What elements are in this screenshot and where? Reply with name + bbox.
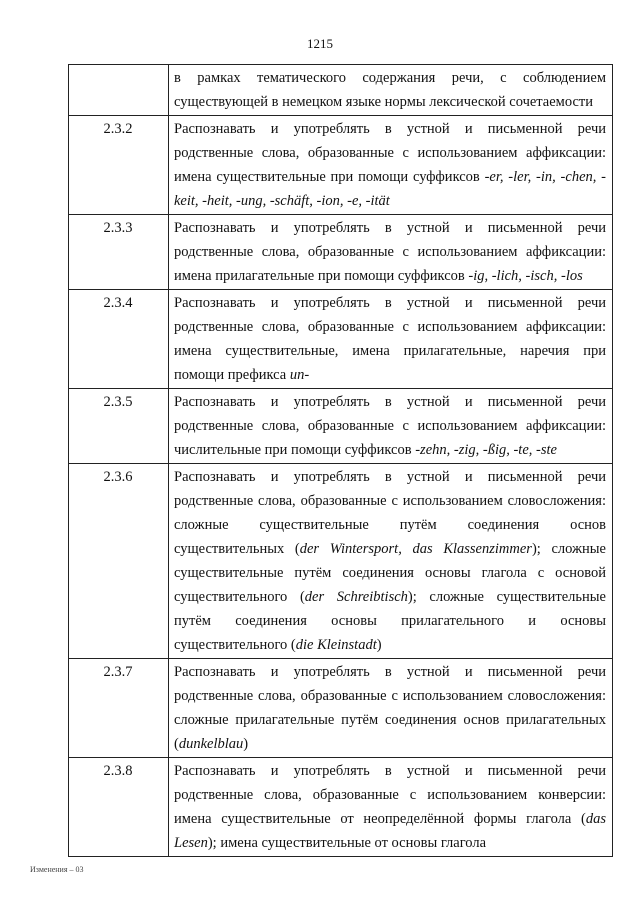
- italic-example: der Wintersport, das Klassenzimmer: [299, 541, 532, 557]
- item-code: 2.3.2: [69, 116, 169, 215]
- item-code: 2.3.6: [69, 464, 169, 659]
- table-row: [69, 290, 613, 389]
- item-description: [169, 65, 613, 116]
- description-text: Распознавать и употреблять в устной и письменной речи родственные слова, образованные с использованием аффиксации: имена существительные при помощи суффиксов: [174, 121, 606, 185]
- description-text: в рамках тематического содержания речи, с соблюдением существующей в немецком языке нормы лексической сочетаемости: [174, 70, 606, 110]
- table-row: [69, 389, 613, 464]
- table-row: [69, 464, 613, 659]
- item-code: 2.3.4: [69, 290, 169, 389]
- description-text: Распознавать и употреблять в устной и письменной речи родственные слова, образованные с использованием конверсии: имена существительные от неопределённой формы глагола (: [174, 763, 606, 827]
- italic-example: das Lesen: [174, 811, 606, 851]
- table-row: [69, 758, 613, 857]
- description-text: ); имена существительные от основы глагола: [207, 835, 487, 851]
- item-code: 2.3.5: [69, 389, 169, 464]
- italic-example: un-: [289, 367, 310, 383]
- item-code: 2.3.8: [69, 758, 169, 857]
- item-description: [169, 389, 613, 464]
- item-description: [169, 215, 613, 290]
- description-text: Распознавать и употреблять в устной и письменной речи родственные слова, образованные с использованием словосложения: сложные существительные путём соединения основ существительных (: [174, 469, 606, 557]
- item-description: [169, 290, 613, 389]
- description-text: Распознавать и употреблять в устной и письменной речи родственные слова, образованные с использованием аффиксации: числительные при помощи суффиксов: [174, 394, 606, 458]
- table-row: [69, 65, 613, 116]
- page-number: 1215: [307, 36, 333, 51]
- description-text: Распознавать и употреблять в устной и письменной речи родственные слова, образованные с использованием аффиксации: имена существительные, имена прилагательные, наречия при помощи префикса: [174, 295, 606, 383]
- table-row: [69, 116, 613, 215]
- italic-example: -er, -ler, -in, -chen, -keit, -heit, -ung, -schäft, -ion, -e, -ität: [174, 169, 606, 209]
- italic-example: der Schreibtisch: [304, 589, 408, 605]
- item-description: [169, 659, 613, 758]
- table-row: [69, 659, 613, 758]
- description-text: ): [376, 637, 382, 653]
- italic-example: die Kleinstadt: [295, 637, 377, 653]
- italic-example: -zehn, -zig, -ßig, -te, -ste: [415, 442, 557, 458]
- curriculum-table: [68, 64, 613, 857]
- description-text: Распознавать и употреблять в устной и письменной речи родственные слова, образованные с использованием аффиксации: имена прилагательные при помощи суффиксов: [174, 220, 606, 284]
- description-text: ): [243, 736, 249, 752]
- item-code: 2.3.3: [69, 215, 169, 290]
- description-text: Распознавать и употреблять в устной и письменной речи родственные слова, образованные с использованием словосложения: сложные прилагательные путём соединения основ прилагательных (: [174, 664, 606, 752]
- item-code: 2.3.7: [69, 659, 169, 758]
- footer-note: Изменения – 03: [30, 865, 84, 874]
- description-text: ); сложные существительные путём соединения основы глагола с основой существительного (: [174, 541, 606, 605]
- description-text: ); сложные существительные путём соединения основы прилагательного и основы существительного (: [174, 589, 606, 653]
- table-row: [69, 215, 613, 290]
- italic-example: -ig, -lich, -isch, -los: [468, 268, 583, 284]
- item-description: [169, 758, 613, 857]
- item-description: [169, 116, 613, 215]
- item-code: [69, 65, 169, 116]
- item-description: [169, 464, 613, 659]
- italic-example: dunkelblau: [178, 736, 244, 752]
